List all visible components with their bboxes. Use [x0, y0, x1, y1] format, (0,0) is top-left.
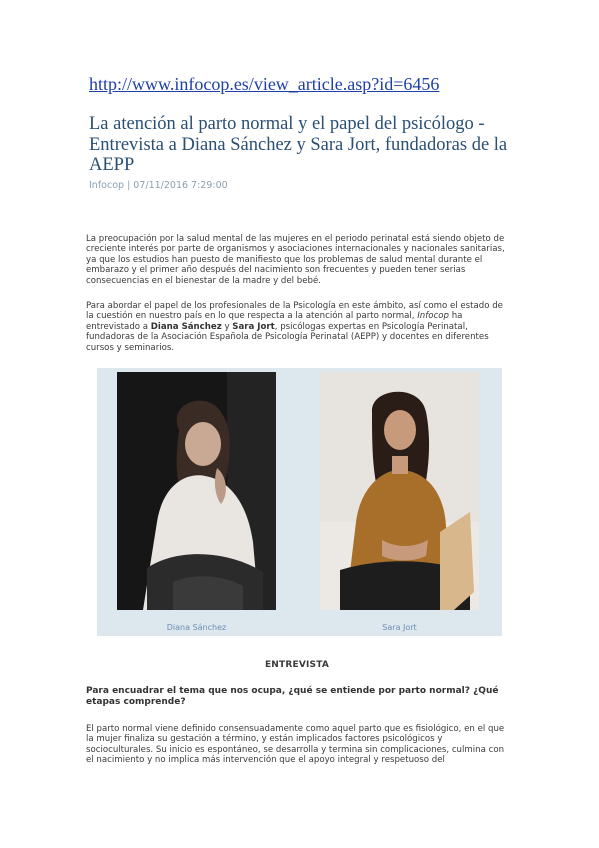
p2-before: Para abordar el papel de los profesionales de la Psicología en este ámbito, así como el estado de la cuestión en nuestro país en lo que respecta a la atención al parto normal, [86, 301, 503, 322]
caption-diana: Diana Sánchez [166, 623, 227, 632]
interview-question: Para encuadrar el tema que nos ocupa, ¿qué se entiende por parto normal? ¿Qué etapas comprende? [86, 686, 499, 707]
portrait-illustration [117, 372, 276, 610]
portrait-illustration [320, 372, 479, 610]
p2-name-sara: Sara Jort [232, 321, 275, 332]
section-heading: ENTREVISTA [264, 660, 330, 670]
interview-answer: El parto normal viene definido consensuadamente como aquel parto que es fisiológico, en el que la mujer finaliza su gestación a término, y están implicados factores psicológicos y socioculturales. Su inicio es espontáneo, se desarrolla y termina sin complicaciones, culmina con el nacimiento y no implica más intervención que el apoyo integral y respetuoso del [86, 724, 505, 766]
photo-sara-jort [320, 372, 479, 610]
caption-sara: Sara Jort [382, 623, 417, 632]
p2-after: , psicólogas expertas en Psicología Perinatal, fundadoras de la Asociación Española de Psicología Perinatal (AEPP) y docentes en diferentes cursos y seminarios. [86, 321, 489, 353]
p2-name-diana: Diana Sánchez [150, 321, 222, 332]
intro-paragraph: La preocupación por la salud mental de las mujeres en el periodo perinatal está siendo objeto de creciente interés por parte de organismos y asociaciones internacionales y nacionales sanitarias, ya que los estudios han puesto de manifiesto que los problemas de salud mental durante el embarazo y el primer año después del nacimiento son frecuentes y pueden tener serias consecuencias en el bienestar de la madre y del bebé. [86, 234, 505, 286]
photo-panel [97, 368, 502, 636]
p2-source: Infocop [417, 311, 449, 322]
context-paragraph [86, 301, 508, 353]
article-url-link[interactable]: http://www.infocop.es/view_article.asp?id=6456 [89, 74, 440, 94]
p2-and: y [224, 321, 230, 332]
article-meta: Infocop | 07/11/2016 7:29:00 [89, 180, 228, 191]
p2-mid: ha entrevistado a [86, 311, 463, 332]
photo-diana-sanchez [117, 372, 276, 610]
article-title: La atención al parto normal y el papel del psicólogo - Entrevista a Diana Sánchez y Sara Jort, fundadoras de la AEPP [89, 114, 508, 175]
